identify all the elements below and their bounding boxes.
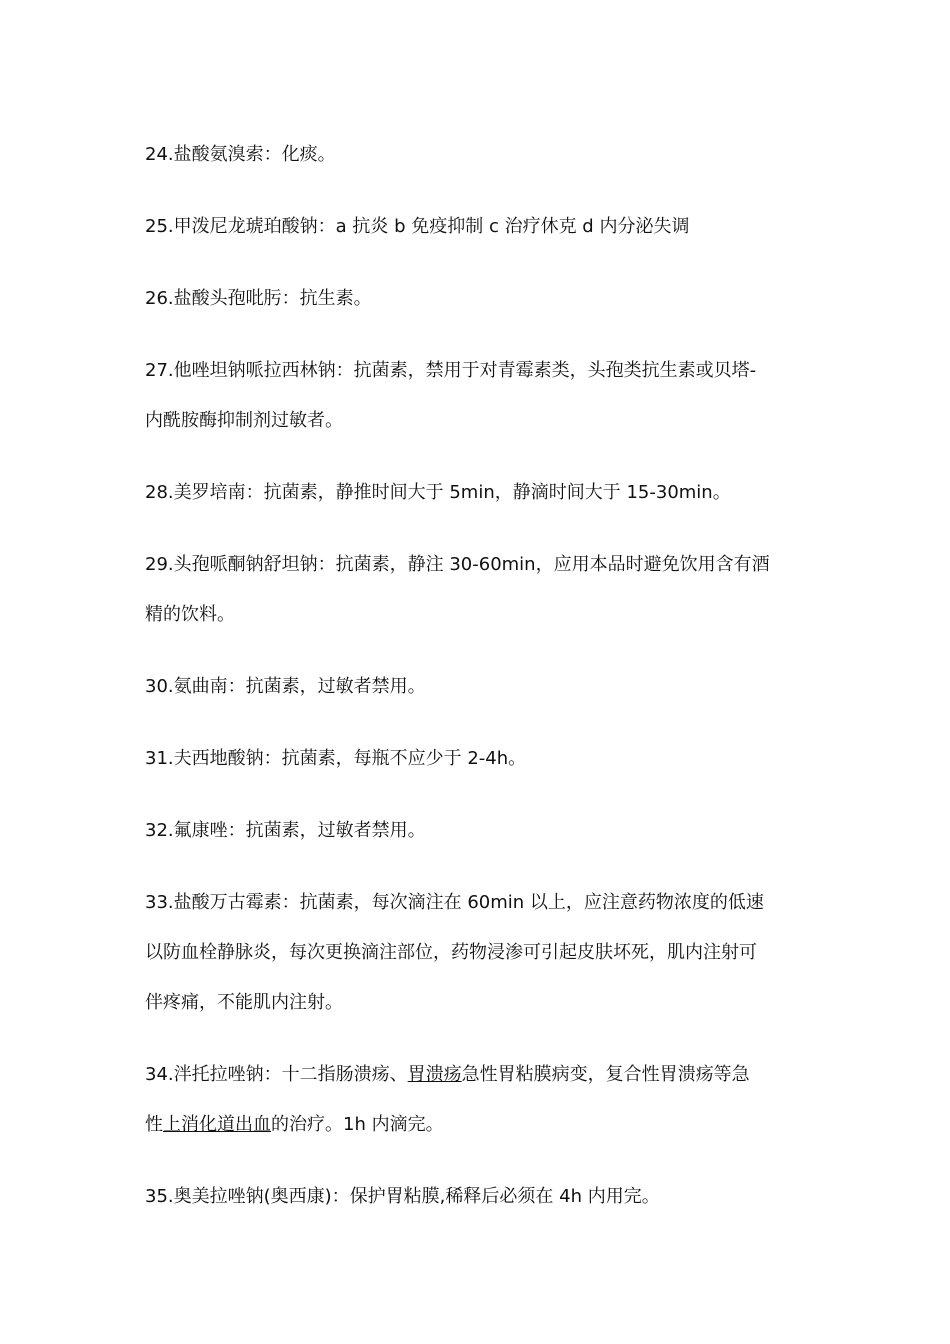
drug-entry-24	[145, 130, 810, 180]
entry-line: 32.氟康唑：抗菌素，过敏者禁用。	[145, 820, 426, 841]
drug-entry-25	[145, 202, 810, 252]
drug-entry-31	[145, 734, 810, 784]
drug-entry-28	[145, 468, 810, 518]
drug-entry-29	[145, 540, 810, 640]
entry-line: 30.氨曲南：抗菌素，过敏者禁用。	[145, 676, 426, 697]
entry-line	[145, 1050, 810, 1100]
drug-entry-30	[145, 662, 810, 712]
drug-entry-27	[145, 346, 810, 446]
entry-line: 31.夫西地酸钠：抗菌素，每瓶不应少于 2-4h。	[145, 748, 527, 769]
underlined-term-gastric-ulcer: 胃溃疡	[407, 1064, 462, 1085]
underlined-term-gi-bleeding: 上消化道出血	[163, 1114, 271, 1135]
entry-line: 25.甲泼尼龙琥珀酸钠：a 抗炎 b 免疫抑制 c 治疗休克 d 内分泌失调	[145, 216, 690, 237]
entry-text: 性	[145, 1114, 163, 1135]
entry-line: 内酰胺酶抑制剂过敏者。	[145, 410, 343, 431]
entry-text: 急性胃粘膜病变，复合性胃溃疡等急	[461, 1064, 750, 1085]
entry-line: 27.他唑坦钠哌拉西林钠：抗菌素，禁用于对青霉素类，头孢类抗生素或贝塔-	[145, 360, 757, 381]
entry-text: 34.泮托拉唑钠：十二指肠溃疡、	[145, 1064, 408, 1085]
entry-line	[145, 1100, 810, 1150]
drug-entry-35	[145, 1172, 810, 1222]
entry-line: 28.美罗培南：抗菌素，静推时间大于 5min，静滴时间大于 15-30min。	[145, 482, 731, 503]
entry-line: 以防血栓静脉炎，每次更换滴注部位，药物浸渗可引起皮肤坏死，肌内注射可	[145, 942, 757, 963]
drug-entry-34	[145, 1050, 810, 1150]
entry-line: 26.盐酸头孢吡肟：抗生素。	[145, 288, 372, 309]
entry-line: 33.盐酸万古霉素：抗菌素，每次滴注在 60min 以上，应注意药物浓度的低速	[145, 892, 764, 913]
drug-entry-26	[145, 274, 810, 324]
entry-line: 35.奥美拉唑钠(奥西康)：保护胃粘膜,稀释后必须在 4h 内用完。	[145, 1186, 660, 1207]
entry-line: 精的饮料。	[145, 604, 235, 625]
entry-line: 伴疼痛，不能肌内注射。	[145, 992, 343, 1013]
entry-text: 的治疗。1h 内滴完。	[271, 1114, 444, 1135]
entry-line: 29.头孢哌酮钠舒坦钠：抗菌素，静注 30-60min，应用本品时避免饮用含有酒	[145, 554, 770, 575]
entry-line: 24.盐酸氨溴索：化痰。	[145, 144, 336, 165]
drug-entry-32	[145, 806, 810, 856]
document-page	[145, 130, 810, 1244]
drug-entry-33	[145, 878, 810, 1028]
